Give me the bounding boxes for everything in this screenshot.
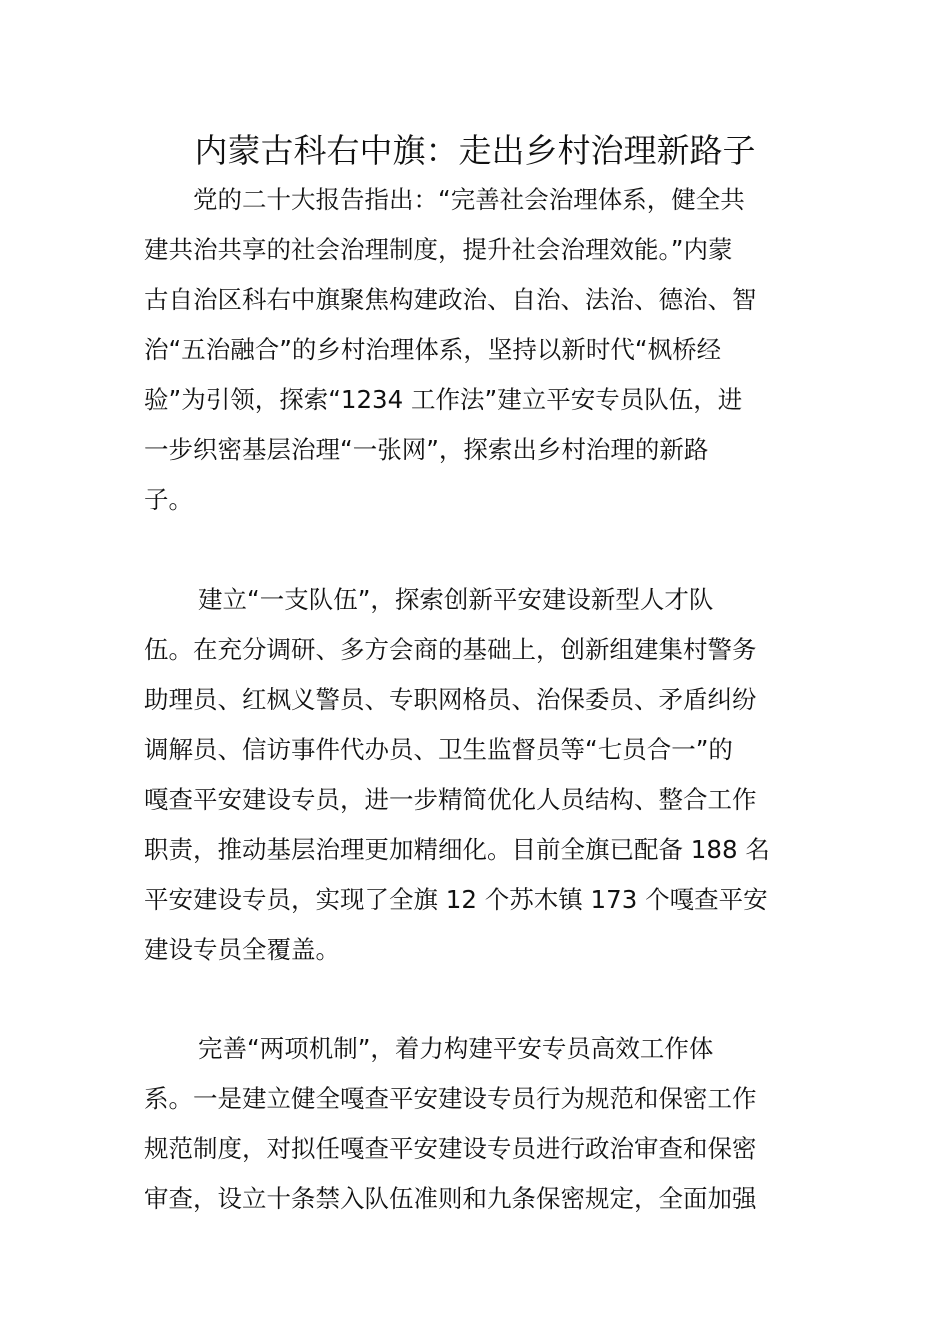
paragraph-1-line-3: 古自治区科右中旗聚焦构建政治、自治、法治、德治、智 — [144, 285, 757, 314]
paragraph-1-line-6: 一步织密基层治理“一张网”，探索出乡村治理的新路 — [144, 435, 709, 464]
paragraph-2-line-7: 平安建设专员，实现了全旗 12 个苏木镇 173 个嘎查平安 — [144, 885, 768, 914]
paragraph-2-line-4: 调解员、信访事件代办员、卫生监督员等“七员合一”的 — [144, 735, 733, 764]
paragraph-3-line-3: 规范制度，对拟任嘎查平安建设专员进行政治审查和保密 — [144, 1134, 757, 1163]
paragraph-1-line-1: 党的二十大报告指出：“完善社会治理体系，健全共 — [193, 185, 745, 214]
paragraph-3-line-4: 审查，设立十条禁入队伍准则和九条保密规定，全面加强 — [144, 1184, 757, 1213]
paragraph-1-line-5: 验”为引领，探索“1234 工作法”建立平安专员队伍，进 — [144, 385, 743, 414]
paragraph-2-line-1: 建立“一支队伍”，探索创新平安建设新型人才队 — [198, 585, 714, 614]
paragraph-2-line-5: 嘎查平安建设专员，进一步精简优化人员结构、整合工作 — [144, 785, 757, 814]
paragraph-2-line-6: 职责，推动基层治理更加精细化。目前全旗已配备 188 名 — [144, 835, 770, 864]
paragraph-3-line-1: 完善“两项机制”，着力构建平安专员高效工作体 — [198, 1034, 714, 1063]
paragraph-2-line-8: 建设专员全覆盖。 — [144, 935, 340, 964]
paragraph-3-line-2: 系。一是建立健全嘎查平安建设专员行为规范和保密工作 — [144, 1084, 757, 1113]
paragraph-1-line-7: 子。 — [144, 485, 193, 514]
paragraph-2-line-2: 伍。在充分调研、多方会商的基础上，创新组建集村警务 — [144, 635, 757, 664]
paragraph-2-line-3: 助理员、红枫义警员、专职网格员、治保委员、矛盾纠纷 — [144, 685, 757, 714]
document-title: 内蒙古科右中旗：走出乡村治理新路子 — [194, 131, 756, 170]
paragraph-1-line-2: 建共治共享的社会治理制度，提升社会治理效能。”内蒙 — [144, 235, 733, 264]
paragraph-1-line-4: 治“五治融合”的乡村治理体系，坚持以新时代“枫桥经 — [144, 335, 722, 364]
